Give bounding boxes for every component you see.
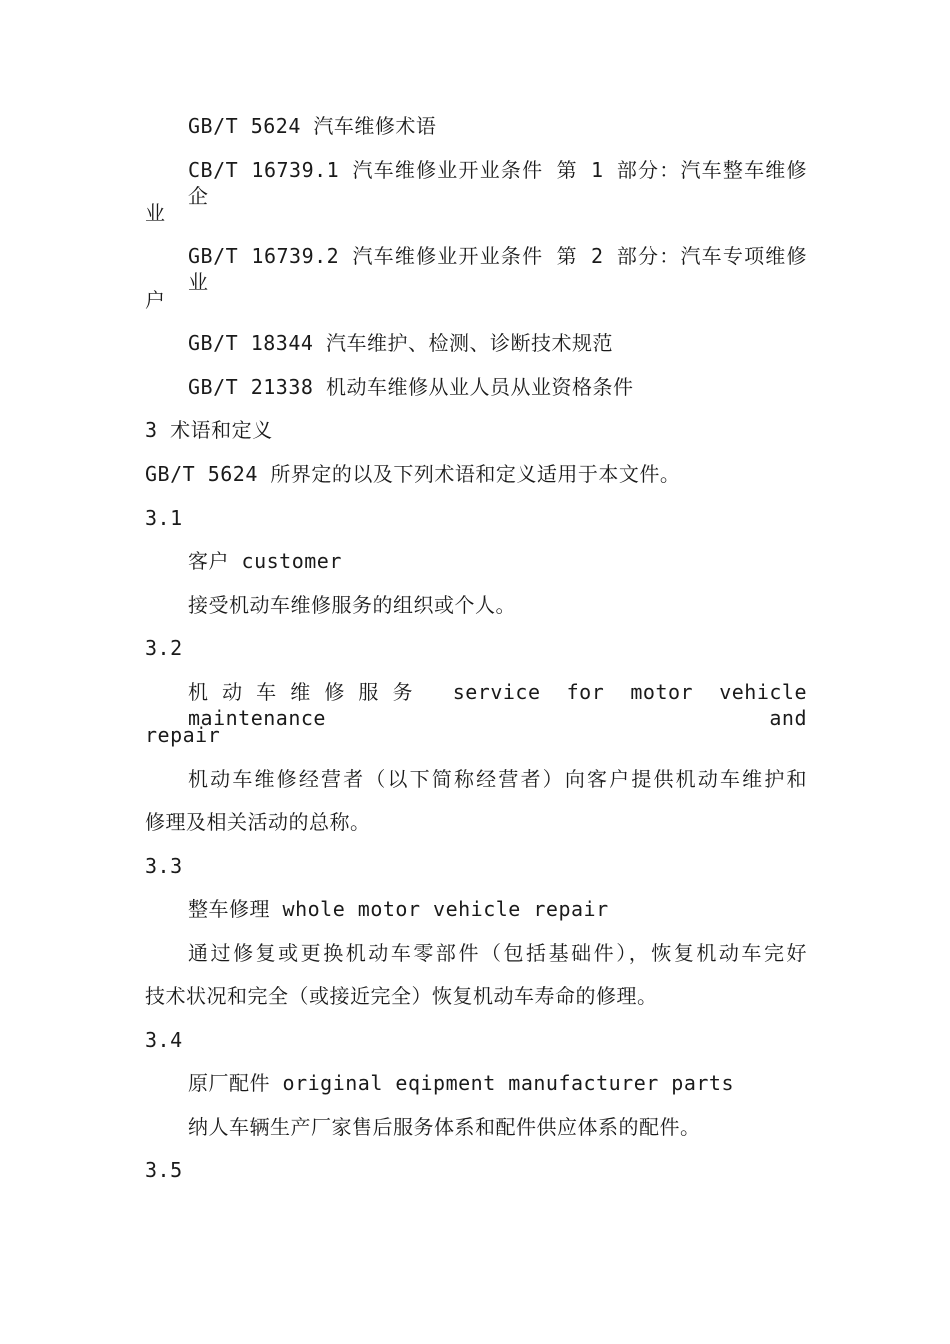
term-number: 3.2 <box>145 636 183 660</box>
section-intro: GB/T 5624 所界定的以及下列术语和定义适用于本文件。 <box>145 462 681 486</box>
term-number: 3.3 <box>145 854 183 878</box>
term-title: 整车修理 whole motor vehicle repair <box>188 897 609 921</box>
reference-gbt-21338: GB/T 21338 机动车维修从业人员从业资格条件 <box>188 375 634 399</box>
term-definition-continued: 技术状况和完全（或接近完全）恢复机动车寿命的修理。 <box>145 984 658 1008</box>
term-title-continued: repair <box>145 723 221 747</box>
term-definition: 接受机动车维修服务的组织或个人。 <box>188 593 516 617</box>
reference-gbt-18344: GB/T 18344 汽车维护、检测、诊断技术规范 <box>188 331 613 355</box>
term-definition: 机动车维修经营者（以下简称经营者）向客户提供机动车维护和 <box>188 767 807 791</box>
reference-gbt-16739-2-continued: 户 <box>145 288 166 312</box>
term-definition-continued: 修理及相关活动的总称。 <box>145 810 371 834</box>
term-title: 客户 customer <box>188 549 342 573</box>
term-title: 机动车维修服务 service for motor vehicle maintenance and <box>188 680 807 730</box>
reference-gbt-16739-1: CB/T 16739.1 汽车维修业开业条件 第 1 部分：汽车整车维修企 <box>188 158 807 208</box>
term-title: 原厂配件 original eqipment manufacturer parts <box>188 1071 735 1095</box>
term-number: 3.1 <box>145 506 183 530</box>
reference-gbt-16739-2: GB/T 16739.2 汽车维修业开业条件 第 2 部分：汽车专项维修业 <box>188 244 807 294</box>
term-definition: 通过修复或更换机动车零部件（包括基础件），恢复机动车完好 <box>188 941 807 965</box>
reference-gbt-5624: GB/T 5624 汽车维修术语 <box>188 114 437 138</box>
term-definition: 纳人车辆生产厂家售后服务体系和配件供应体系的配件。 <box>188 1115 701 1139</box>
reference-gbt-16739-1-continued: 业 <box>145 201 166 225</box>
term-number: 3.4 <box>145 1028 183 1052</box>
term-number: 3.5 <box>145 1158 183 1182</box>
section-heading: 3 术语和定义 <box>145 418 273 442</box>
